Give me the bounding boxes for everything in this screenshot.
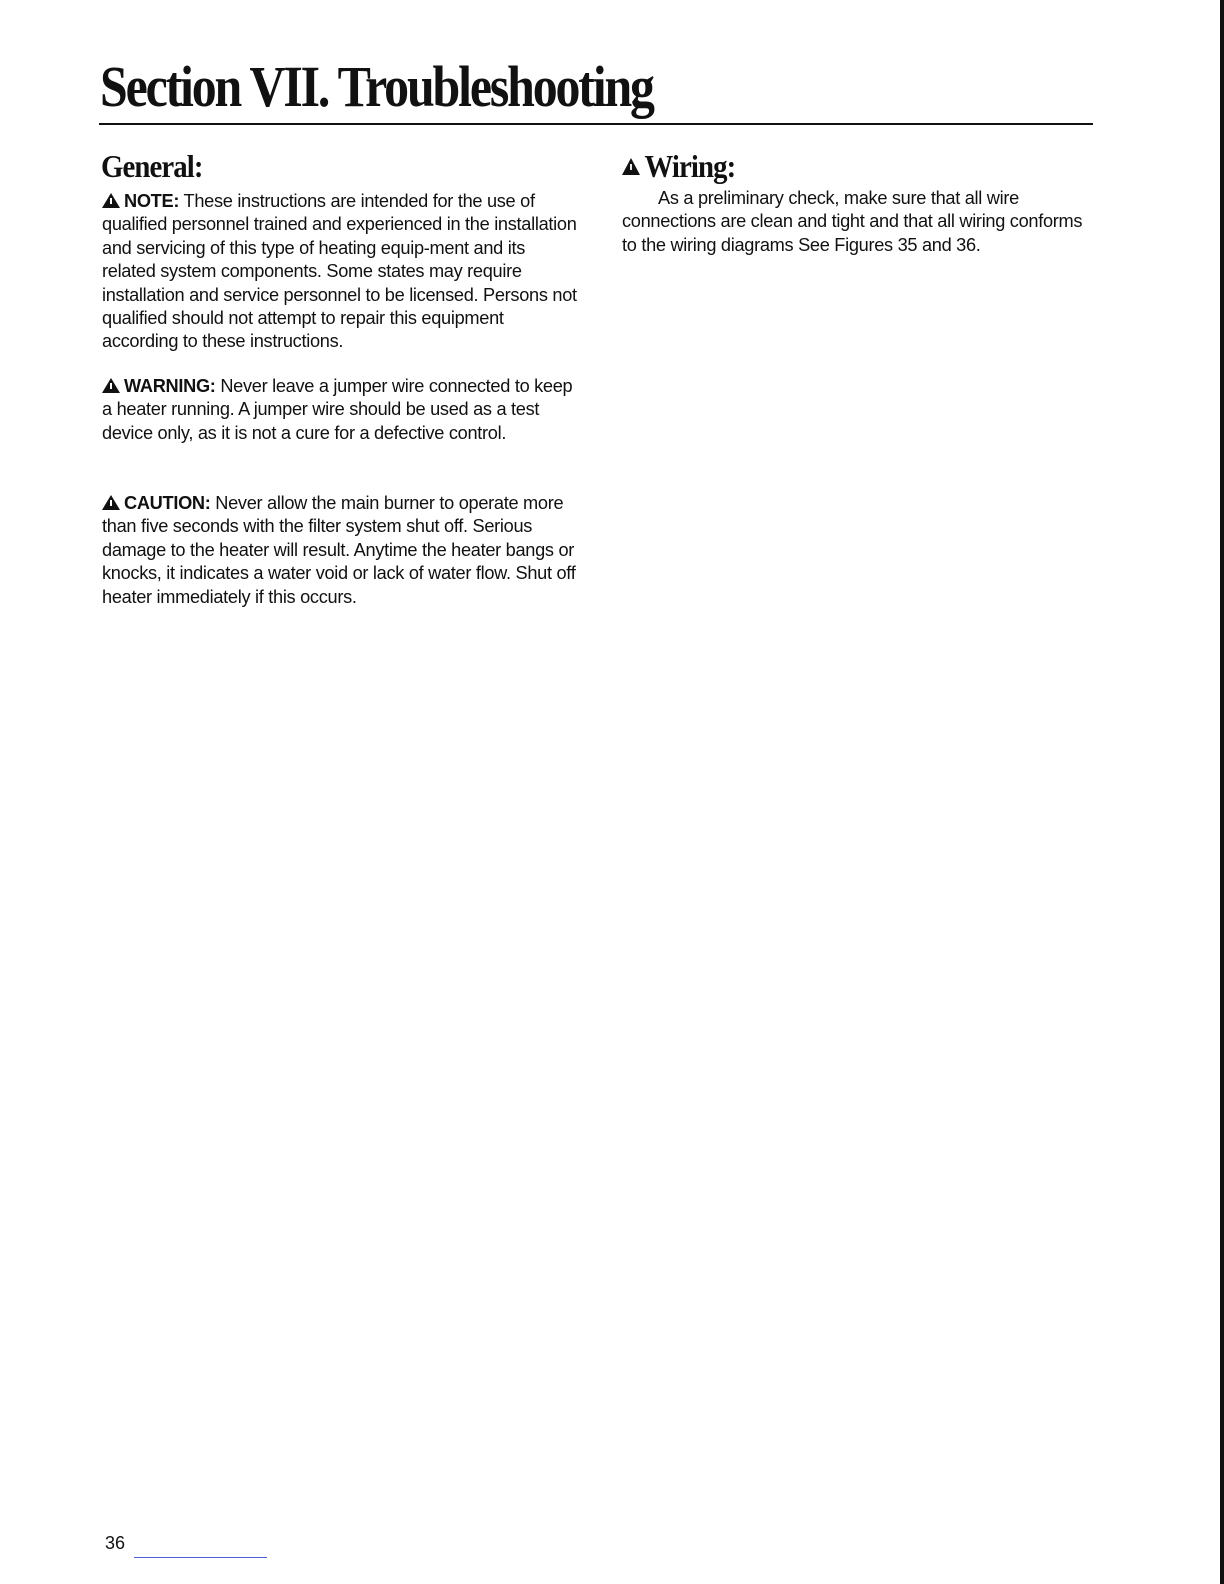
warning-triangle-icon bbox=[102, 495, 120, 510]
page-edge-border bbox=[1220, 0, 1224, 1584]
wiring-heading bbox=[622, 150, 735, 182]
title-underline bbox=[99, 123, 1093, 125]
note-label: NOTE: bbox=[124, 191, 180, 211]
warning-triangle-icon bbox=[102, 193, 120, 208]
page-number: 36 bbox=[105, 1533, 126, 1553]
footer-rule bbox=[134, 1557, 267, 1558]
general-heading: General: bbox=[101, 148, 203, 184]
page-title: Section VII. Troubleshooting bbox=[100, 54, 653, 119]
warning-triangle-icon bbox=[622, 158, 640, 175]
wiring-heading-label: Wiring: bbox=[644, 148, 736, 184]
warning-triangle-icon bbox=[102, 378, 120, 393]
wiring-paragraph: As a preliminary check, make sure that all wire connections are clean and tight and that all wiring conforms to the wiring diagrams See Figures 35 and 36. bbox=[622, 188, 1083, 255]
note-text: These instructions are intended for the use of qualified personnel trained and experienced in the installation and servicing of this type of heating equip-ment and its related system components. Some states may require installation and service personnel to be licensed. Persons not qualified should not attempt to repair this equipment according to these instructions. bbox=[102, 191, 577, 352]
warning-paragraph bbox=[102, 375, 582, 445]
caution-label: CAUTION: bbox=[124, 493, 211, 513]
caution-paragraph bbox=[102, 492, 582, 609]
warning-text: Never leave a jumper wire connected to keep a heater running. A jumper wire should be used as a test device only, as it is not a cure for a defective control. bbox=[102, 376, 573, 443]
caution-text: Never allow the main burner to operate more than five seconds with the filter system shut off. Serious damage to the heater will result. Anytime the heater bangs or knocks, it indicates a water void or lack of water flow. Shut off heater immediately if this occurs. bbox=[102, 493, 576, 607]
note-paragraph bbox=[102, 190, 582, 354]
warning-label: WARNING: bbox=[124, 376, 216, 396]
